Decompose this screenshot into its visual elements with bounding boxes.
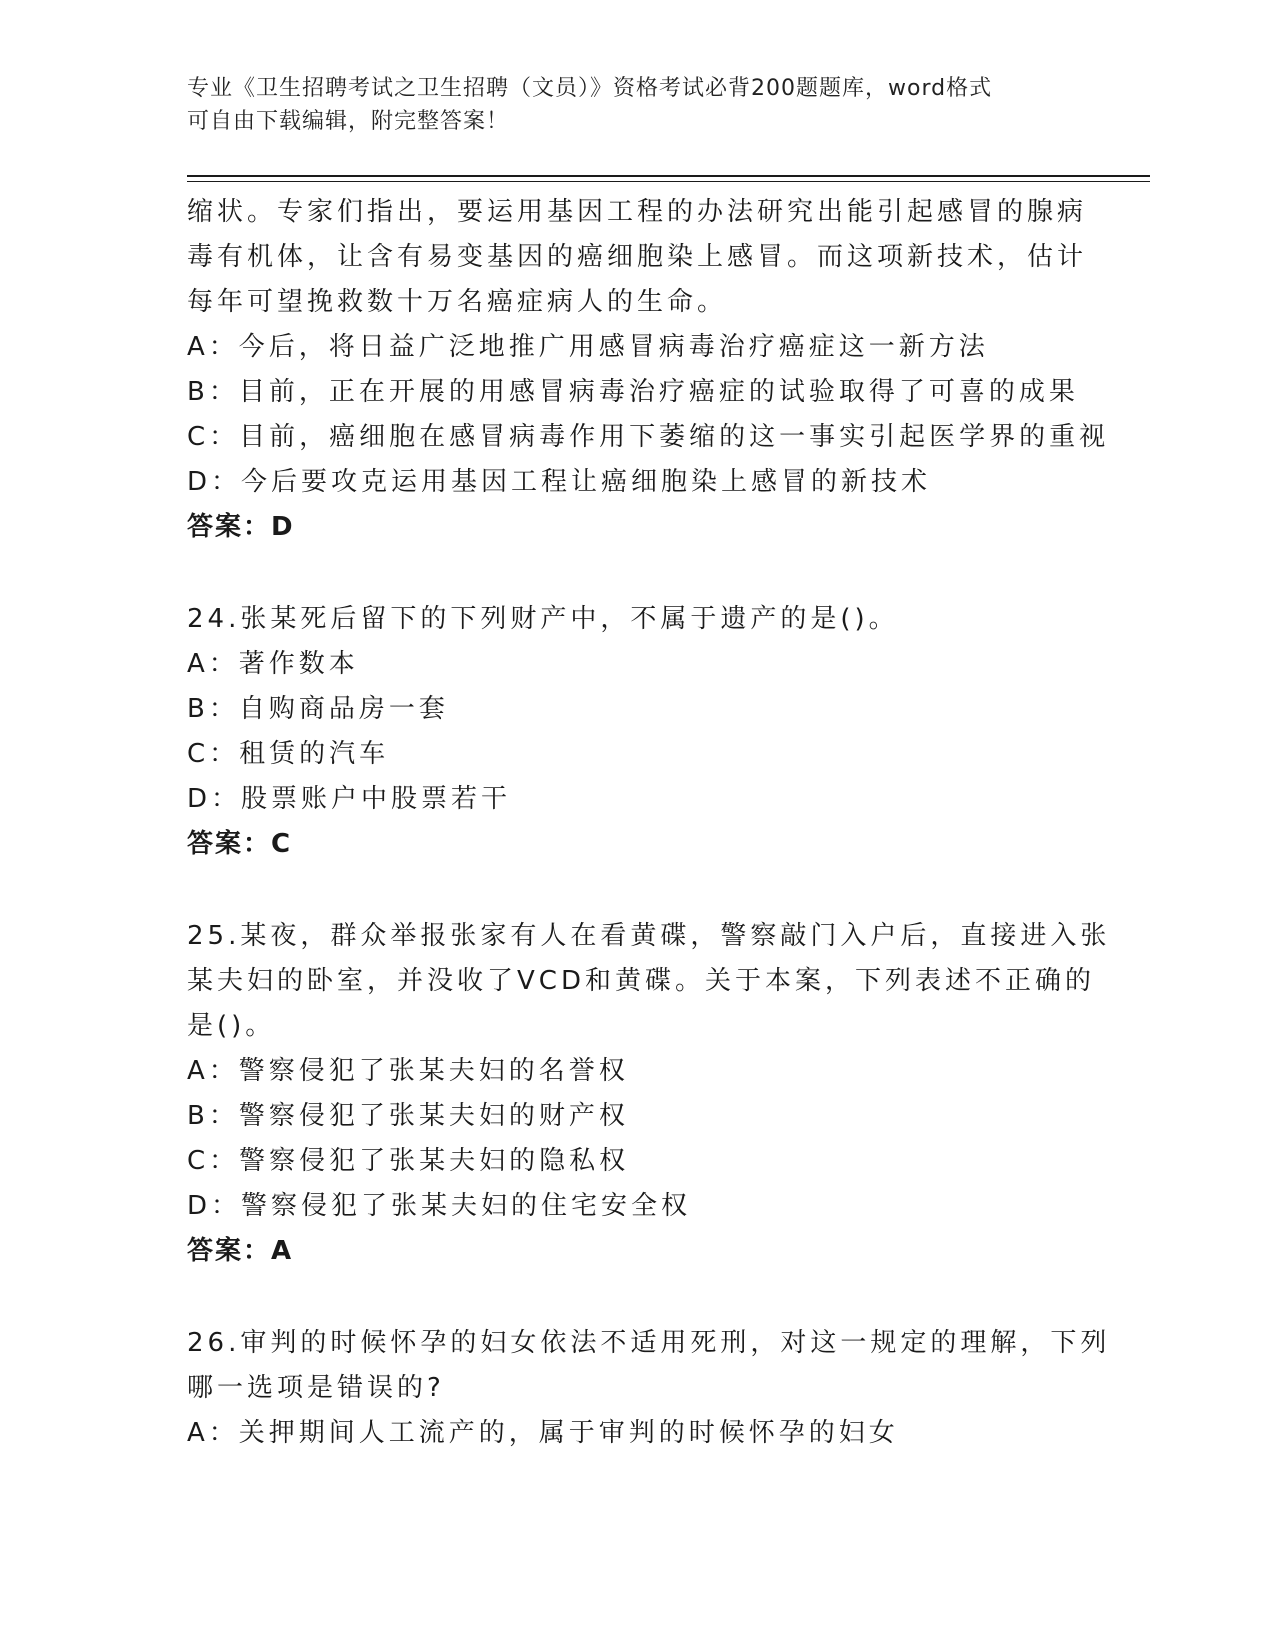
question-stem: 25.某夜，群众举报张家有人在看黄碟，警察敲门入户后，直接进入张	[187, 921, 1111, 951]
header-divider-thin	[187, 181, 1150, 182]
answer-line: 答案：A	[187, 1236, 294, 1266]
question-stem: 某夫妇的卧室，并没收了VCD和黄碟。关于本案，下列表述不正确的	[187, 966, 1095, 996]
option-c: C：租赁的汽车	[187, 739, 390, 769]
question-26	[187, 1321, 1111, 1456]
document-body	[187, 190, 1111, 1456]
page-header	[187, 72, 1067, 138]
question-stem: 哪一选项是错误的?	[187, 1373, 445, 1403]
question-stem: 26.审判的时候怀孕的妇女依法不适用死刑，对这一规定的理解，下列	[187, 1328, 1111, 1358]
question-stem: 是()。	[187, 1011, 276, 1041]
option-c: C：目前，癌细胞在感冒病毒作用下萎缩的这一事实引起医学界的重视	[187, 422, 1110, 452]
option-d: D：警察侵犯了张某夫妇的住宅安全权	[187, 1191, 692, 1221]
question-stem: 24.张某死后留下的下列财产中，不属于遗产的是()。	[187, 604, 899, 634]
question-continuation	[187, 190, 1110, 550]
option-b: B：目前，正在开展的用感冒病毒治疗癌症的试验取得了可喜的成果	[187, 377, 1079, 407]
option-d: D：今后要攻克运用基因工程让癌细胞染上感冒的新技术	[187, 467, 932, 497]
header-title-line-2: 可自由下载编辑，附完整答案！	[187, 109, 510, 134]
option-c: C：警察侵犯了张某夫妇的隐私权	[187, 1146, 630, 1176]
option-a: A：警察侵犯了张某夫妇的名誉权	[187, 1056, 629, 1086]
answer-line: 答案：C	[187, 829, 293, 859]
header-title-line-1: 专业《卫生招聘考试之卫生招聘（文员）》资格考试必背200题题库，word格式	[187, 76, 993, 101]
option-a: A：关押期间人工流产的，属于审判的时候怀孕的妇女	[187, 1418, 899, 1448]
spacer	[187, 550, 1087, 597]
option-a: A：著作数本	[187, 649, 359, 679]
header-divider-thick	[187, 175, 1150, 177]
question-text-line: 毒有机体，让含有易变基因的癌细胞染上感冒。而这项新技术，估计	[187, 242, 1088, 272]
option-a: A：今后，将日益广泛地推广用感冒病毒治疗癌症这一新方法	[187, 332, 989, 362]
answer-line: 答案：D	[187, 512, 295, 542]
option-d: D：股票账户中股票若干	[187, 784, 512, 814]
question-25	[187, 914, 1111, 1274]
question-text-line: 每年可望挽救数十万名癌症病人的生命。	[187, 287, 728, 317]
option-b: B：自购商品房一套	[187, 694, 449, 724]
question-text-line: 缩状。专家们指出，要运用基因工程的办法研究出能引起感冒的腺病	[187, 197, 1088, 227]
question-24	[187, 597, 1087, 867]
option-b: B：警察侵犯了张某夫妇的财产权	[187, 1101, 629, 1131]
spacer	[187, 867, 1087, 914]
spacer	[187, 1274, 1087, 1321]
